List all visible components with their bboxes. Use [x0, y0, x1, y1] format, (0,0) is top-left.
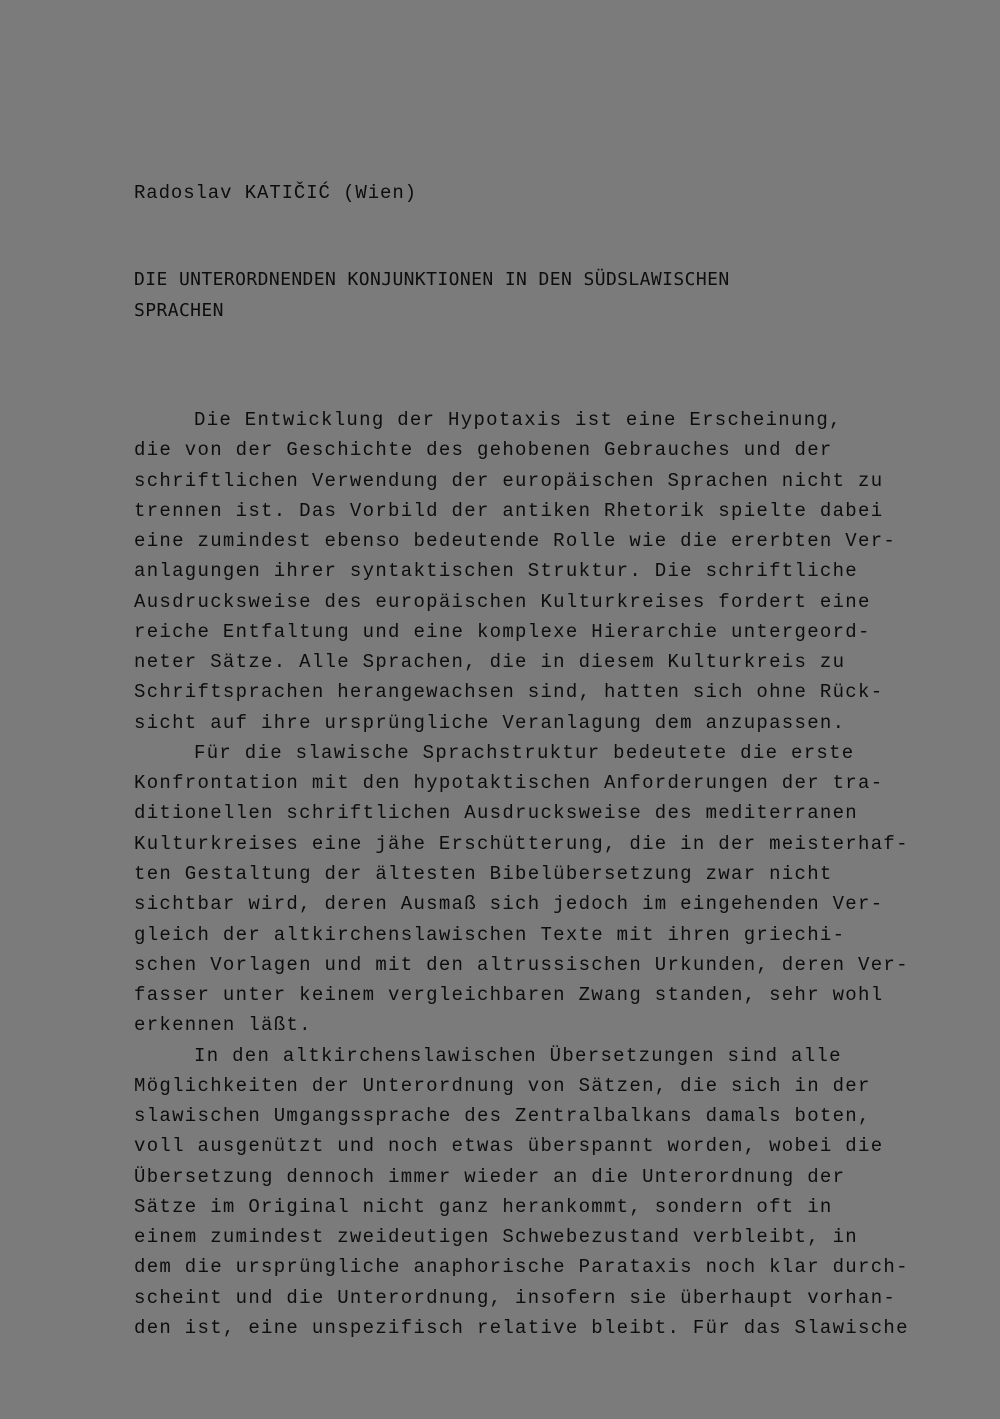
body-line: Ausdrucksweise des europäischen Kulturkreises fordert eine: [134, 590, 871, 613]
body-line: eine zumindest ebenso bedeutende Rolle wie die ererbten Ver-: [134, 530, 897, 553]
title-line-2: SPRACHEN: [134, 300, 224, 321]
body-line: den ist, eine unspezifisch relative bleibt. Für das Slawische: [134, 1316, 909, 1339]
body-line: Die Entwicklung der Hypotaxis ist eine Erscheinung,: [194, 409, 842, 431]
body-line: erkennen läßt.: [134, 1014, 312, 1037]
body-line: einem zumindest zweideutigen Schwebezustand verbleibt, in: [134, 1226, 859, 1249]
body-line: anlagungen ihrer syntaktischen Struktur. Die schriftliche: [134, 560, 859, 583]
body-line: Kulturkreises eine jähe Erschütterung, die in der meisterhaf-: [134, 832, 909, 855]
body-line: ten Gestaltung der ältesten Bibelübersetzung zwar nicht: [134, 862, 833, 885]
article-title: [134, 264, 730, 326]
body-line: Schriftsprachen herangewachsen sind, hatten sich ohne Rück-: [134, 681, 884, 704]
body-line: trennen ist. Das Vorbild der antiken Rhetorik spielte dabei: [134, 499, 884, 522]
body-line: slawischen Umgangssprache des Zentralbalkans damals boten,: [134, 1105, 871, 1128]
body-line: Sätze im Original nicht ganz herankommt, sondern oft in: [134, 1195, 833, 1218]
body-line: sicht auf ihre ursprüngliche Veranlagung dem anzupassen.: [134, 711, 846, 734]
body-line: Konfrontation mit den hypotaktischen Anforderungen der tra-: [134, 772, 884, 795]
body-line: schriftlichen Verwendung der europäischen Sprachen nicht zu: [134, 469, 884, 492]
body-line: In den altkirchenslawischen Übersetzungen sind alle: [194, 1044, 842, 1067]
body-line: reiche Entfaltung und eine komplexe Hierarchie untergeord-: [134, 620, 871, 643]
body-line: sichtbar wird, deren Ausmaß sich jedoch im eingehenden Ver-: [134, 893, 884, 916]
body-line: fasser unter keinem vergleichbaren Zwang standen, sehr wohl: [134, 984, 884, 1007]
body-line: neter Sätze. Alle Sprachen, die in diesem Kulturkreis zu: [134, 651, 846, 674]
author-line: Radoslav KATIČIĆ (Wien): [134, 182, 417, 204]
body-line: scheint und die Unterordnung, insofern sie überhaupt vorhan-: [134, 1286, 897, 1309]
body-line: gleich der altkirchenslawischen Texte mit ihren griechi-: [134, 923, 846, 946]
body-line: die von der Geschichte des gehobenen Gebrauches und der: [134, 439, 833, 462]
title-line-1: DIE UNTERORDNENDEN KONJUNKTIONEN IN DEN SÜDSLAWISCHEN: [134, 269, 730, 290]
body-line: dem die ursprüngliche anaphorische Parataxis noch klar durch-: [134, 1256, 909, 1279]
body-line: ditionellen schriftlichen Ausdrucksweise des mediterranen: [134, 802, 859, 825]
body-line: voll ausgenützt und noch etwas überspannt worden, wobei die: [134, 1135, 884, 1158]
body-line: Für die slawische Sprachstruktur bedeutete die erste: [194, 741, 855, 764]
body-line: Übersetzung dennoch immer wieder an die Unterordnung der: [134, 1165, 846, 1188]
body-line: schen Vorlagen und mit den altrussischen Urkunden, deren Ver-: [134, 953, 909, 976]
body-text: [134, 405, 909, 1343]
body-line: Möglichkeiten der Unterordnung von Sätzen, die sich in der: [134, 1074, 871, 1097]
